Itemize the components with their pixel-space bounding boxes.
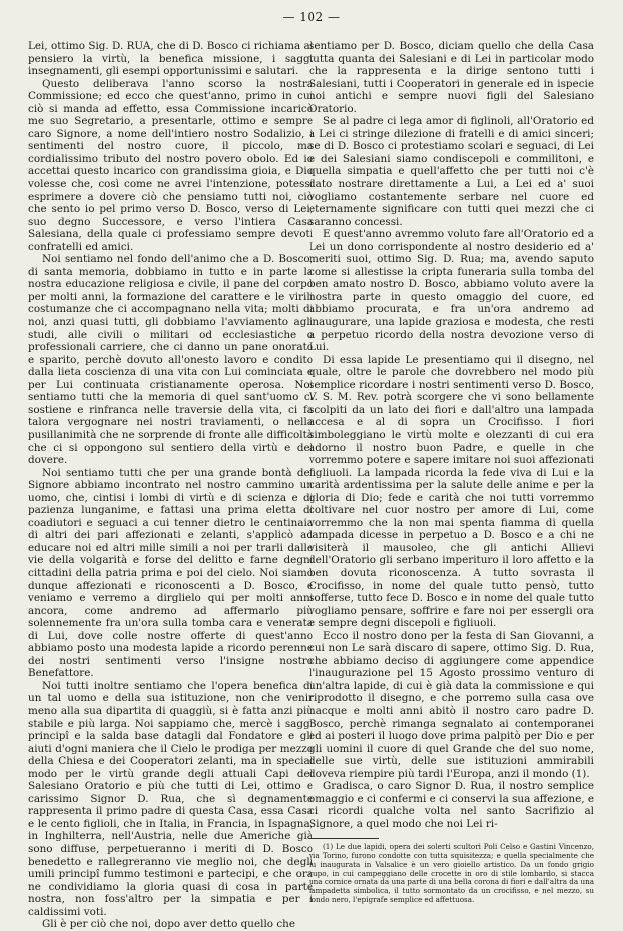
paragraph: Lei, ottimo Sig. D. RUA, che di D. Bosco ci richiama al pensiero la virtù, la benefica missione, i saggi insegnamenti, gli esempi opportunissimi e salutari.: [28, 40, 313, 78]
paragraph: Noi tutti inoltre sentiamo che l'opera benefica di un tal uomo e della sua istituzione, non che venir meno alla sua dipartita di quaggiù, si è fatta anzi più stabile e più larga. Noi sappiamo che, mercè i saggi principî e la salda base datagli dal Fondatore e gli aiuti d'ogni maniera che il Cielo le prodiga per mezzo della Chiesa e dei Cooperatori zelanti, ma in special modo per le virtù grande degli attuali Capi del Salesiano Oratorio e più che tutti di Lei, ottimo e carissimo Signor D. Rua, che sì degnamente rappresenta il primo padre di questa Casa, essa Casa e le cento figlioli, che in Italia, in Francia, in Ispagna, in Inghilterra, nell'Austria, nelle due Americhe già sono diffuse, perpetueranno i meriti di D. Bosco benedetto e rallegreranno vie meglio noi, che degli umili principî fummo testimoni e partecipi, e che ora ne condividiamo la gloria quasi di cosa in parte nostra, non foss'altro per la simpatia e per i caldissimi voti.: [28, 679, 313, 918]
paragraph: Di essa lapide Le presentiamo qui il disegno, nel quale, oltre le parole che dovrebbero nel modo più semplice ricordare i nostri sentimenti verso D. Bosco, V. S. M. Rev. potrà scorgere che vi sono bellamente scolpiti da un lato dei fiori e dall'altro una lampada accesa e al di sopra un Crocifisso. I fiori simboleggiano le virtù molte e olezzanti di cui era adorno il nostro buon Padre, e quelle in che vorremmo potere e sapere imitare noi suoi affezionati figliuoli. La lampada ricorda la fede viva di Lui e la carità ardentissima per la salute delle anime e per la gloria di Dio; fede e carità che noi tutti vorremmo coltivare nel cuor nostro per amore di Lui, come vorremmo che la non mai spenta fiamma di quella lampada dicesse in perpetuo a D. Bosco e a chi ne visiterà il mausoleo, che gli antichi Allievi dell'Oratorio gli serbano imperituro il loro affetto e la ben dovuta riconoscenza. A tutto sovrasta il Crocifisso, in nome del quale tutto pensò, tutto sofferse, tutto fece D. Bosco e in nome del quale tutto vogliamo pensare, soffrire e fare noi per essergli ora e sempre degni discepoli e figliuoli.: [309, 353, 594, 630]
paragraph: Noi sentiamo tutti che per una grande bontà del Signore abbiamo incontrato nel nostro cammino un uomo, che, cintisi i lombi di virtù e di scienza e di pazienza lunganime, e fattasi una prima eletta di coadiutori e seguaci a cui tenner dietro le centinaia di altri dei pari affezionati e zelanti, s'applicò ad educare noi ed altri mille simili a noi per trarli dalle vie della volgarità e forse del delitto e farne degni cittadini della patria prima e poi del cielo. Noi siamo dunque affezionati e riconoscenti a D. Bosco, e veniamo e verremo a dirglielo qui per molti anni ancora, come andremo ad affermarlo più solennemente fra un'ora sulla tomba cara e venerata di Lui, dove colle nostre offerte di quest'anno abbiamo posto una modesta lapide a ricordo perenne dei nostri sentimenti verso l'insigne nostro Benefattore.: [28, 466, 313, 680]
left-column: [28, 40, 313, 931]
paragraph: E quest'anno avremmo voluto fare all'Oratorio ed a Lei un dono corrispondente al nostro desiderio ed a' meriti suoi, ottimo Sig. D. Rua; ma, avendo saputo come si allestisse la cripta funeraria sulla tomba del ben amato nostro D. Bosco, abbiamo voluto avere la nostra parte in questo omaggio del cuore, ed abbiamo procurata, e fra un'ora andremo ad inaugurare, una lapide graziosa e modesta, che resti a perpetuo ricordo della nostra devozione verso di Lui.: [309, 228, 594, 354]
paragraph: Questo deliberava l'anno scorso la nostra Commissione; ed ecco che quest'anno, primo in cui ciò si manda ad effetto, essa Commissione incaricò me suo Segretario, a presentarle, ottimo e sempre caro Signore, a nome dell'intiero nostro Sodalizio, i sentimenti del nostro cuore, il piccolo, ma cordialissimo tributo del nostro povero obolo. Ed io accettai questo incarico con grandissima gioia, e Dio volesse che, così come ne avrei l'intenzione, potessi esprimere a dovere ciò che pensiamo tutti noi, ciò che sento io pel primo verso D. Bosco, verso di Lei, suo degno Successore, e verso l'intiera Casa Salesiana, della quale ci professiamo sempre devoti confratelli ed amici.: [28, 77, 313, 253]
right-column: [309, 40, 594, 904]
paragraph: Se al padre ci lega amor di figlinoli, all'Oratorio ed a Lei ci stringe dilezione di fratelli e di amici sinceri; se di D. Bosco ci protestiamo scolari e seguaci, di Lei e dei Salesiani siamo condiscepoli e commilitoni, e quella simpatia e quell'affetto che per tutti noi c'è dato nostrare direttamente a Lui, a Lei ed a' suoi vogliamo costantemente serbare nel cuore ed eternamente significare con tutti quei mezzi che ci saranno concessi.: [309, 115, 594, 228]
paragraph: Gradisca, o caro Signor D. Rua, il nostro semplice omaggio e ci confermi e ci conservi la sua affezione, e ci ricordi qualche volta nel santo Sacrifizio al Signore, a quel modo che noi Lei ri-: [309, 780, 594, 830]
paragraph: sentiamo per D. Bosco, diciam quello che della Casa tutta quanta dei Salesiani e di Lei in particolar modo che la rappresenta e la dirige sentono tutti i Salesiani, tutti i Cooperatori in generale ed in ispecie noi antichi e sempre nuovi figli del Salesiano Oratorio.: [309, 40, 594, 115]
footnote-divider: [309, 838, 379, 839]
footnote: (1) Le due lapidi, opera dei solerti scultori Poli Celso e Gastini Vincenzo, via Torino, furono condotte con tutta squisitezza; e quella specialmente che fu inaugurata in Valsalice è un vero gioiello artistico. Da un fondo grigio cupo, in cui campeggiano delle crocette in oro di stile lombardo, si stacca una cornice ornata da una parte di una bella corona di fiori e dall'altra da una lampadetta simbolica, il tutto sormontato da un crocifisso, e nel mezzo, su fondo nero, l'epigrafe semplice ed affettuosa.: [309, 842, 594, 904]
paragraph: Ecco il nostro dono per la festa di San Giovanni, a cui non Le sarà discaro di sapere, ottimo Sig. D. Rua, che abbiamo deciso di aggiungere come appendice l'inaugurazione pel 15 Agosto prossimo venturo di un'altra lapide, di cui è già data la commissione e qui riprodotto il disegno, e che porremo sulla casa ove nacque e molti anni abitò il nostro caro padre D. Bosco, perchè rimanga segnalato ai contemporanei ed ai posteri il luogo dove prima palpitò per Dio e per gli uomini il cuore di quel Grande che del suo nome, delle sue virtù, delle sue istituzioni ammirabili doveva riempire più tardi l'Europa, anzi il mondo (1).: [309, 629, 594, 780]
paragraph: Gli è per ciò che noi, dopo aver detto quello che: [42, 918, 295, 931]
page-number: — 102 —: [282, 10, 341, 24]
paragraph: Noi sentiamo nel fondo dell'animo che a D. Bosco, di santa memoria, dobbiamo in tutto e in parte la nostra educazione religiosa e civile, il pane del corpo per molti anni, la formazione del carattere e le virili costumanze che ci accompagnano nella vita; molti di noi, anzi quasi tutti, gli dobbiamo l'avviamento agli studi, alle civili o militari od ecclesiastiche o professionali carriere, che ci danno un pane onorato e sparito, perchè dovuto all'onesto lavoro e condito dalla lieta coscienza di una vita con Lui cominciata e per Lui continuata cristianamente operosa. Noi sentiamo tutti che la memoria di quel sant'uomo ci sostiene e rinfranca nelle traversie della vita, ci fa talora vergognare nei nostri traviamenti, o nella pusillanimità che ne sorprende di fronte alle difficoltà che ci si oppongono sul sentiero della virtù e del dovere.: [28, 253, 313, 467]
